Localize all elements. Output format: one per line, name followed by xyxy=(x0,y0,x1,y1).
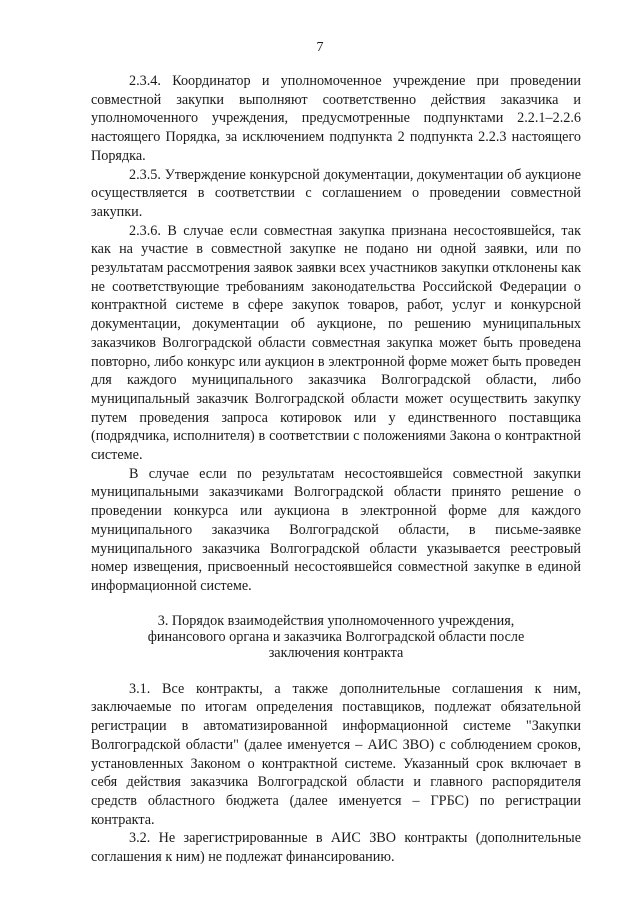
section-3-heading xyxy=(91,613,581,661)
section-heading-line-2: финансового органа и заказчика Волгоградской области после xyxy=(147,628,525,645)
paragraph-3-2: 3.2. Не зарегистрированные в АИС ЗВО контракты (дополнительные соглашения к ним) не подлежат финансированию. xyxy=(91,830,581,866)
paragraph-2-3-4: 2.3.4. Координатор и уполномоченное учреждение при проведении совместной закупки выполняют соответственно действия заказчика и уполномоченного учреждения, предусмотренные подпунктами 2.2.1–2.2.6 настоящего Порядка, за исключением подпункта 2 подпункта 2.2.3 настоящего Порядка. xyxy=(91,73,581,164)
paragraph-3-1: 3.1. Все контракты, а также дополнительные соглашения к ним, заключаемые по итогам определения поставщиков, подлежат обязательной регистрации в автоматизированной информационной системе "Закупки Волгоградской области" (далее именуется – АИС ЗВО) с соблюдением сроков, установленных Законом о контрактной системе. Указанный срок включает в себя действия заказчика Волгоградской области и главного распорядителя средств областного бюджета (далее именуется – ГРБС) по регистрации контракта. xyxy=(91,680,581,828)
paragraph-2-3-5: 2.3.5. Утверждение конкурсной документации, документации об аукционе осуществляется в соответствии с соглашением о проведении совместной закупки. xyxy=(91,166,581,220)
section-heading-line-3: заключения контракта xyxy=(268,644,404,661)
paragraph-2-3-6: 2.3.6. В случае если совместная закупка признана несостоявшейся, так как на участие в совместной закупке не подано ни одной заявки, или по результатам рассмотрения заявок заявки всех участников закупки отклонены как не соответствующие требованиям законодательства Российской Федерации о контрактной системе в сфере закупок товаров, работ, услуг и конкурсной документации, документации об аукционе, по решению муниципальных заказчиков Волгоградской области совместная закупка может быть проведена повторно, либо конкурс или аукцион в электронной форме может быть проведен для каждого муниципального заказчика Волгоградской области, либо муниципальный заказчик Волгоградской области может осуществить закупку путем проведения запроса котировок или у единственного поставщика (подрядчика, исполнителя) в соответствии с положениями Закона о контрактной системе. xyxy=(91,222,581,464)
section-heading-line-1: 3. Порядок взаимодействия уполномоченного учреждения, xyxy=(157,612,515,629)
paragraph-2-3-6-continued: В случае если по результатам несостоявшейся совместной закупки муниципальными заказчиками Волгоградской области принято решение о проведении конкурса или аукциона в электронной форме для каждого муниципального заказчика Волгоградской области, в письме-заявке муниципального заказчика Волгоградской области указывается реестровый номер извещения, присвоенный несостоявшейся совместной закупке в единой информационной системе. xyxy=(91,465,581,594)
page-number: 7 xyxy=(316,40,324,55)
document-body xyxy=(91,72,581,867)
